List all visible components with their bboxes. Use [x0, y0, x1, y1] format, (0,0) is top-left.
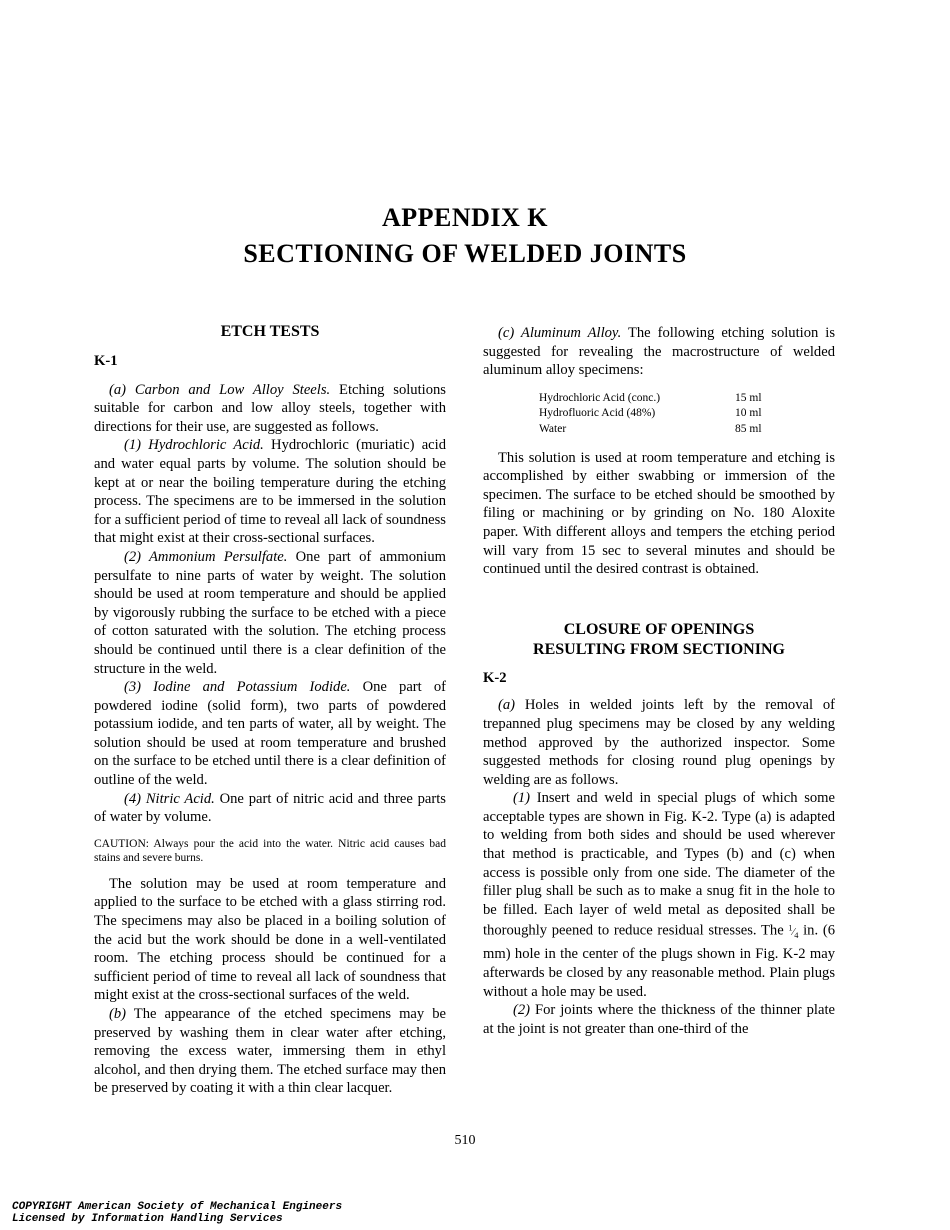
item-b-marker: (b) — [109, 1006, 127, 1022]
section-label-k1: K-1 — [94, 353, 118, 369]
ingredient-name: Hydrofluoric Acid (48%) — [539, 407, 656, 420]
ingredient-name: Water — [539, 422, 567, 435]
paragraph-nitric-acid — [94, 790, 446, 827]
ingredient-amount: 85 ml — [735, 422, 762, 435]
table-row — [539, 422, 775, 438]
paragraph-special-plugs — [483, 789, 835, 1001]
iodine-title: Iodine and Potassium Iodide. — [141, 679, 351, 696]
paragraph-hydrochloric-acid — [94, 436, 446, 548]
closure-heading-line2: RESULTING FROM SECTIONING — [533, 640, 785, 658]
item-3-marker: (3) — [124, 679, 142, 696]
paragraph-thinner-plate — [483, 1001, 835, 1038]
ammonium-text: One part of ammonium persulfate to nine parts of water by weight. The solution should be used at room temperature and should be applied by vigorously rubbing the surface to be etched with a piece of cotton saturated with the solution. The etching process should be continued until there is a clear definition of the structure in the weld. — [94, 548, 446, 677]
item-a-marker: (a) — [109, 381, 127, 398]
paragraph-a-carbon-steels — [94, 381, 446, 437]
paragraph-a-holes — [483, 696, 835, 789]
fraction-numerator: 1 — [788, 923, 793, 933]
fraction-denominator: 4 — [794, 930, 799, 940]
item-1-marker: (1) — [513, 790, 531, 807]
caution-note: CAUTION: Always pour the acid into the water. Nitric acid causes bad stains and severe burns. — [94, 837, 446, 864]
paragraph-solution-use: The solution may be used at room temperature and applied to the surface to be etched with a glass stirring rod. The specimens may also be placed in a boiling solution of the acid but the work should be done in a well-ventilated room. The etching process should be continued for a sufficient period of time to reveal all lack of soundness that might exist at the cross-sectional surfaces of the weld. — [94, 875, 446, 1004]
item-1-marker: (1) — [124, 437, 142, 454]
closure-heading-line1: CLOSURE OF OPENINGS — [563, 620, 755, 638]
left-column — [94, 322, 446, 1098]
paragraph-ammonium-persulfate — [94, 548, 446, 678]
iodine-text: One part of powdered iodine (solid form), two parts of powdered potassium iodide, and ten parts of water, all by weight. The solution should be used at room temperature and brushed on the surface to be etched until there is a clear definition of outline of the weld. — [94, 679, 446, 789]
item-4-marker: (4) — [124, 790, 142, 807]
fraction-one-quarter: $^1⁄_4$ — [788, 923, 799, 940]
item-a-marker: (a) — [498, 697, 516, 714]
ammonium-title: Ammonium Persulfate. — [141, 548, 288, 565]
paragraph-c-aluminum — [483, 324, 835, 380]
item-2-marker: (2) — [513, 1002, 531, 1019]
section-label-k2: K-2 — [483, 669, 507, 686]
thinner-plate-text: For joints where the thickness of the thinner plate at the joint is not greater than one-third of the — [483, 1002, 835, 1037]
copyright-line: COPYRIGHT American Society of Mechanical Engineers — [12, 1201, 343, 1213]
nitric-text: One part of nitric acid and three parts of water by volume. — [94, 790, 446, 826]
paragraph-aluminum-solution: This solution is used at room temperature and etching is accomplished by either swabbing or immersion of the specimen. The surface to be etched should be smoothed by filing or machining or by grinding on No. 180 Aloxite paper. With different alloys and tempers the etching period will vary from 15 sec to several minutes and should be continued until the desired contrast is obtained. — [483, 449, 835, 578]
etch-tests-heading: ETCH TESTS — [220, 323, 320, 340]
table-row — [539, 406, 775, 422]
hydrochloric-text: Hydrochloric (muriatic) acid and water equal parts by volume. The solution should be kept at or near the boiling temperature during the etching process. The specimens are to be immersed in the solution for a sufficient period of time to reveal all lack of soundness that might exist at their cross-sectional surfaces. — [94, 437, 446, 547]
carbon-steels-title: Carbon and Low Alloy Steels. — [134, 381, 331, 398]
license-line: Licensed by Information Handling Services — [12, 1213, 283, 1225]
paragraph-b-preservation — [94, 1005, 446, 1098]
preservation-text: The appearance of the etched specimens may be preserved by washing them in clear water after etching, removing the excess water, immersing them in ethyl alcohol, and then drying them. The etched surface may then be preserved by coating it with a thin clear lacquer. — [94, 1006, 446, 1097]
table-row — [539, 391, 775, 407]
item-c-marker: (c) — [498, 325, 515, 341]
ingredient-amount: 10 ml — [735, 407, 762, 420]
plugs-text-b: in. (6 mm) hole in the center of the plugs shown in Fig. K-2 may afterwards be closed by any reasonable method. Plain plugs without a hole may be used. — [483, 922, 835, 1000]
aluminum-title: Aluminum Alloy. — [514, 325, 622, 341]
ingredient-amount: 15 ml — [735, 391, 762, 404]
etching-solution-table — [539, 391, 775, 438]
aluminum-text: The following etching solution is suggested for revealing the macrostructure of welded aluminum alloy specimens: — [483, 325, 835, 379]
hydrochloric-title: Hydrochloric Acid. — [141, 437, 264, 454]
carbon-steels-text: Etching solutions suitable for carbon and low alloy steels, together with directions for their use, are suggested as follows. — [94, 381, 446, 435]
holes-text: Holes in welded joints left by the removal of trepanned plug specimens may be closed by any welding method approved by the authorized inspector. Some suggested methods for closing round plug openings by welding are as follows. — [483, 697, 835, 788]
paragraph-iodine — [94, 678, 446, 790]
appendix-label: APPENDIX K — [381, 203, 549, 232]
right-column — [483, 324, 835, 1038]
page-title: SECTIONING OF WELDED JOINTS — [243, 239, 687, 268]
page-number: 510 — [454, 1133, 476, 1148]
item-2-marker: (2) — [124, 548, 142, 565]
nitric-title: Nitric Acid. — [141, 790, 215, 807]
plugs-text-a: Insert and weld in special plugs of which some acceptable types are shown in Fig. K-2. Type (a) is adapted to welding from both sides and should be used wherever that method is practicable, and Types (b) and (c) when access is possible only from one side. The diameter of the filler plug shall be such as to make a snug fit in the hole to be filled. Each layer of weld metal as deposited shall be thoroughly peened to reduce residual stresses. The — [483, 790, 835, 939]
ingredient-name: Hydrochloric Acid (conc.) — [539, 391, 661, 404]
